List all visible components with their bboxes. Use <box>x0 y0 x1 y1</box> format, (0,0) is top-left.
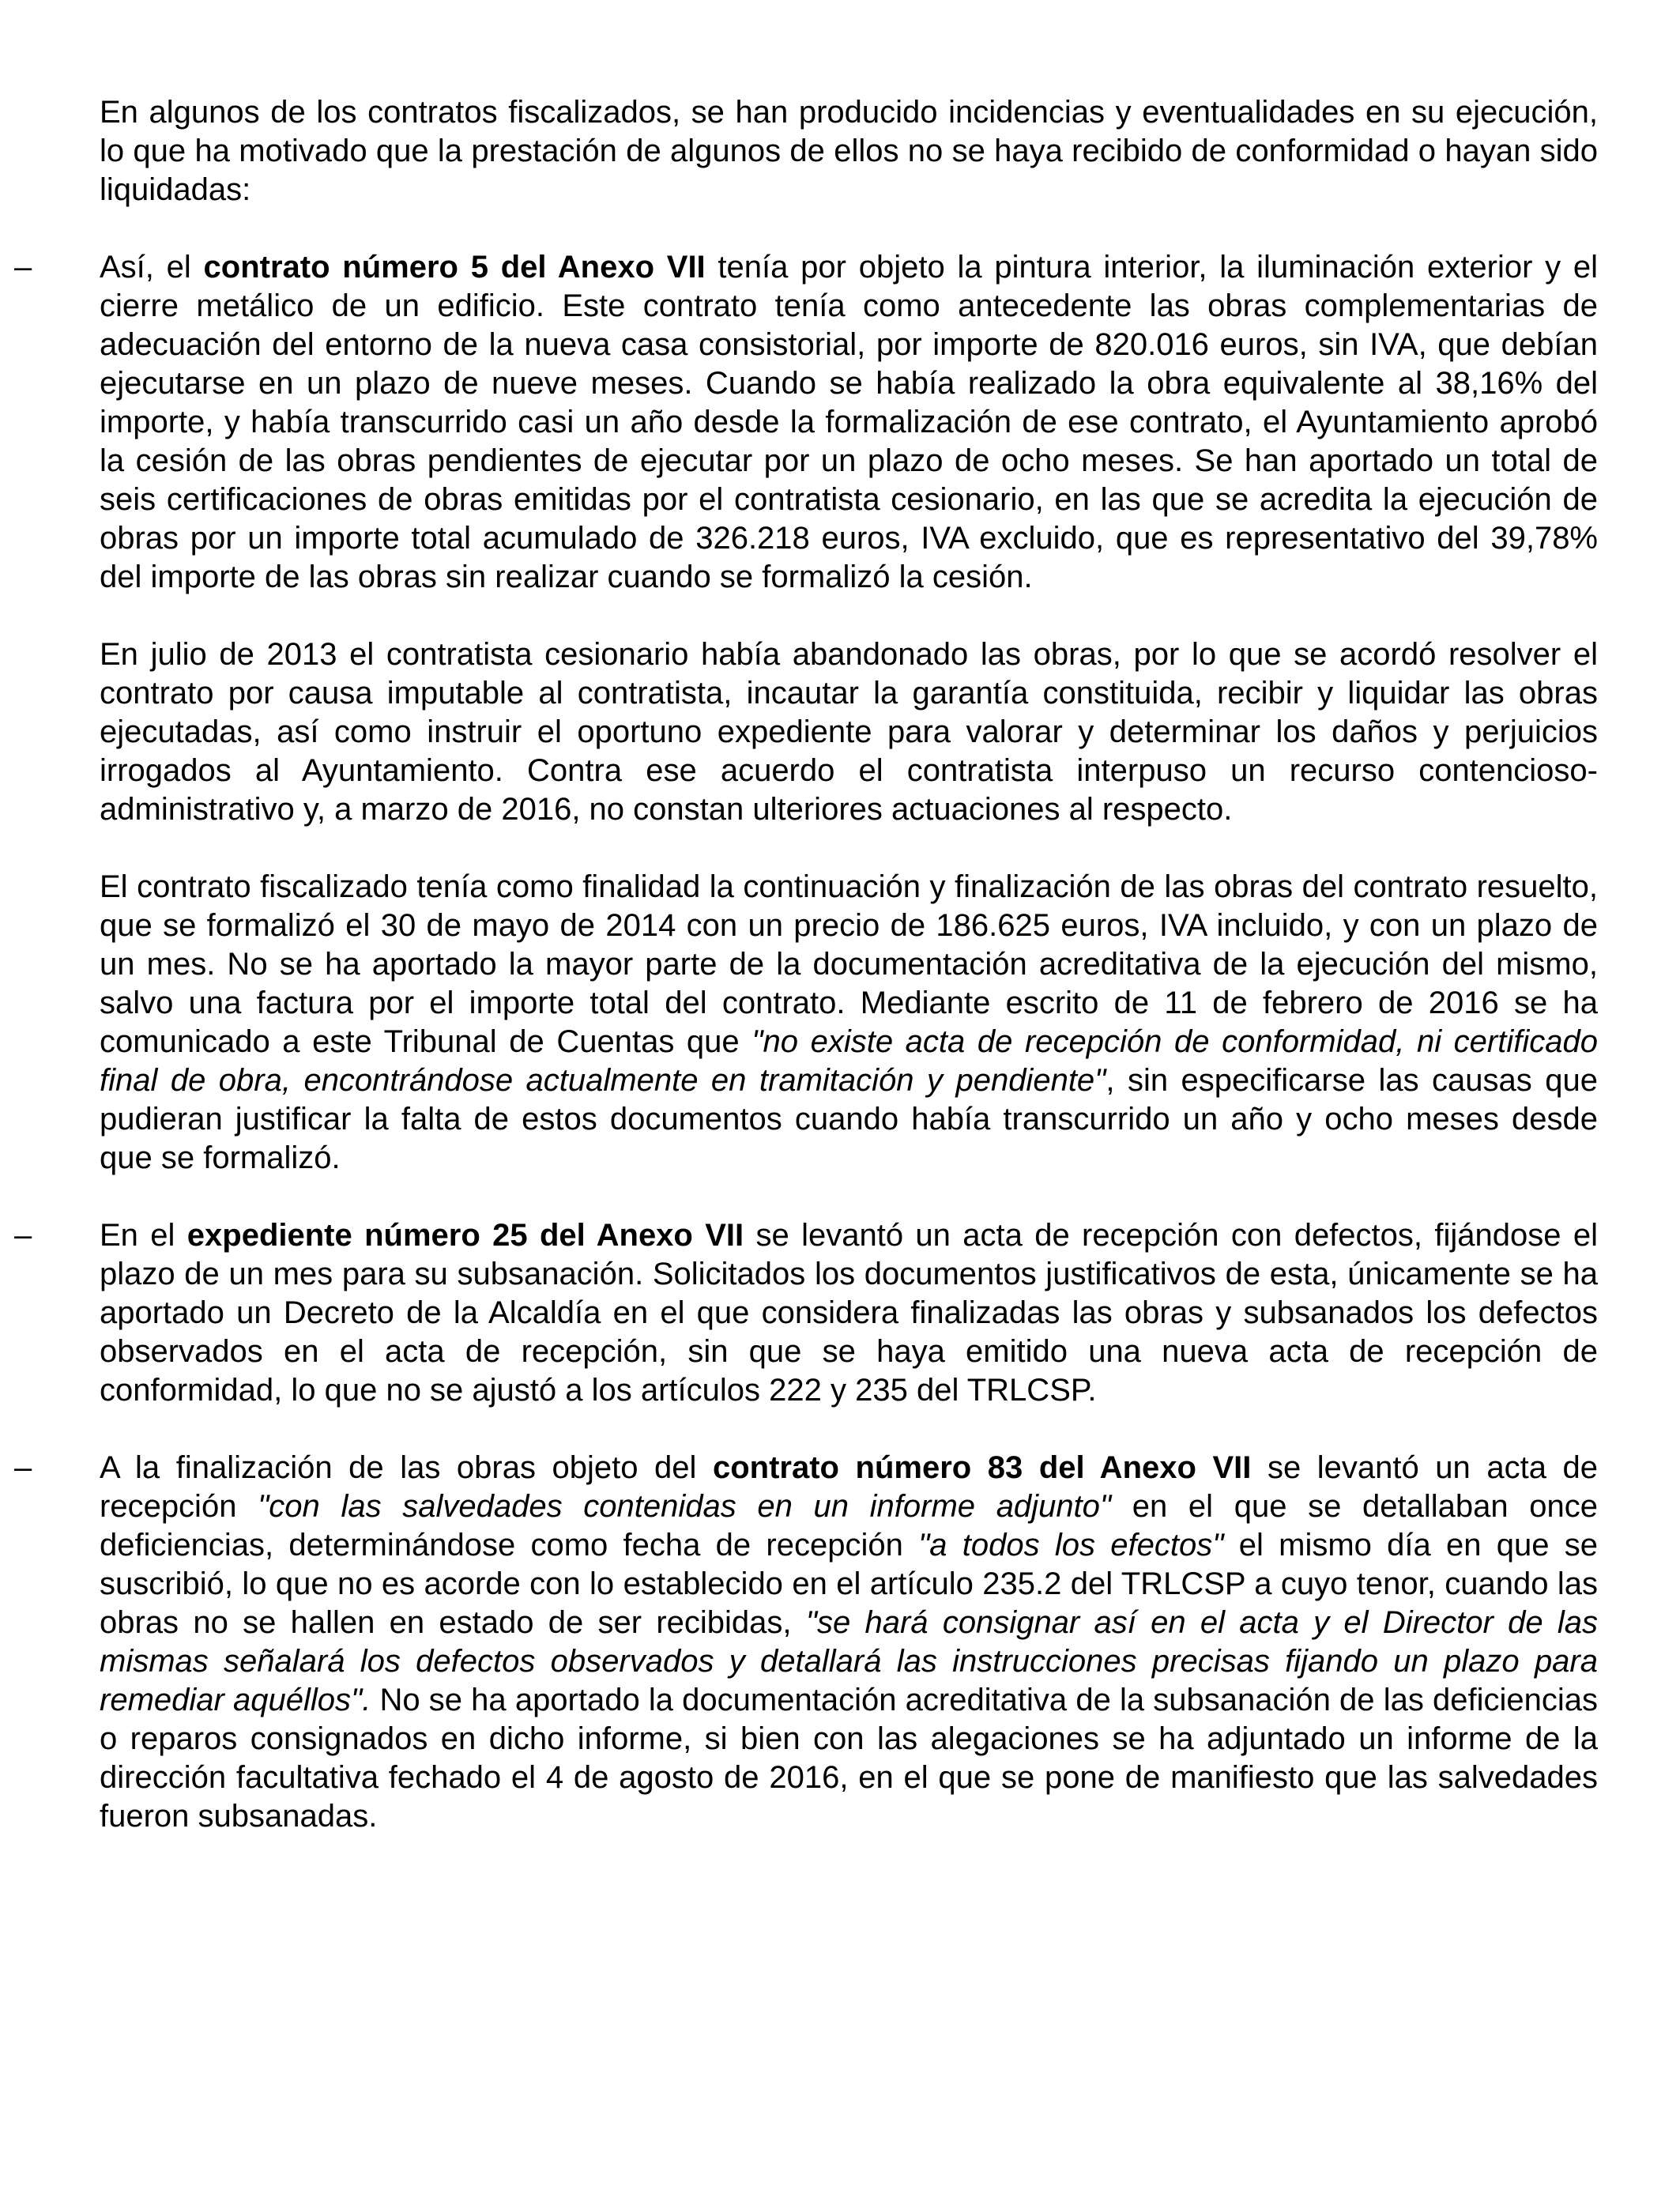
contract-5-paragraph-3: El contrato fiscalizado tenía como finalidad la continuación y finalización de las obras del contrato resuelto, que se formalizó el 30 de mayo de 2014 con un precio de 186.625 euros, IVA incluido, y con un plazo de un mes. No se ha aportado la mayor parte de la documentación acreditativa de la ejecución del mismo, salvo una factura por el importe total del contrato. Mediante escrito de 11 de febrero de 2016 se ha comunicado a este Tribunal de Cuentas que "no existe acta de recepción de conformidad, ni certificado final de obra, encontrándose actualmente en tramitación y pendiente", sin especificarse las causas que pudieran justificar la falta de estos documentos cuando había transcurrido un año y ocho meses desde que se formalizó. <box>100 869 1599 1175</box>
bullet-item-contract-83: – A la finalización de las obras objeto del contrato número 83 del Anexo VII se levantó un acta de recepción "con las salvedades contenidas en un informe adjunto" en el que se detallaban once deficiencias, determinándose como fecha de recepción "a todos los efectos" el mismo día en que se suscribió, lo que no es acorde con lo establecido en el artículo 235.2 del TRLCSP a cuyo tenor, cuando las obras no se hallen en estado de ser recibidas, "se hará consignar así en el acta y el Director de las mismas señalará los defectos observados y detallará las instrucciones precisas fijando un plazo para remediar aquéllos". No se ha aportado la documentación acreditativa de la subsanación de las deficiencias o reparos consignados en dicho informe, si bien con las alegaciones se ha adjuntado un informe de la dirección facultativa fechado el 4 de agosto de 2016, en el que se pone de manifiesto que las salvedades fueron subsanadas. <box>14 1450 1599 1834</box>
bullet-dash: – <box>14 1450 32 1485</box>
bullet-item-contract-5: – Así, el contrato número 5 del Anexo VII tenía por objeto la pintura interior, la iluminación exterior y el cierre metálico de un edificio. Este contrato tenía como antecedente las obras complementarias de adecuación del entorno de la nueva casa consistorial, por importe de 820.016 euros, sin IVA, que debían ejecutarse en un plazo de nueve meses. Cuando se había realizado la obra equivalente al 38,16% del importe, y había transcurrido casi un año desde la formalización de ese contrato, el Ayuntamiento aprobó la cesión de las obras pendientes de ejecutar por un plazo de ocho meses. Se han aportado un total de seis certificaciones de obras emitidas por el contratista cesionario, en las que se acredita la ejecución de obras por un importe total acumulado de 326.218 euros, IVA excluido, que es representativo del 39,78% del importe de las obras sin realizar cuando se formalizó la cesión. <box>14 250 1599 594</box>
bullet-item-expediente-25: – En el expediente número 25 del Anexo VII se levantó un acta de recepción con defectos, fijándose el plazo de un mes para su subsanación. Solicitados los documentos justificativos de esta, únicamente se ha aportado un Decreto de la Alcaldía en el que considera finalizadas las obras y subsanados los defectos observados en el acta de recepción, sin que se haya emitido una nueva acta de recepción de conformidad, lo que no se ajustó a los artículos 222 y 235 del TRLCSP. <box>14 1218 1598 1408</box>
quote-todos-los-efectos: "a todos los efectos" <box>918 1528 1224 1563</box>
expediente-25-reference: expediente número 25 del Anexo VII <box>186 1218 744 1253</box>
bullet-dash: – <box>14 250 32 285</box>
intro-paragraph: En algunos de los contratos fiscalizados, se han producido incidencias y eventualidades en su ejecución, lo que ha motivado que la prestación de algunos de ellos no se haya recibido de conformidad o hayan sido liquidadas: <box>100 95 1598 207</box>
quote-no-existe-acta: "no existe acta de recepción de conformidad, ni certificado final de obra, encontrándose actualmente en tramitación y pendiente" <box>100 1024 1598 1098</box>
quote-salvedades: "con las salvedades contenidas en un informe adjunto" <box>258 1489 1112 1524</box>
contract-83-reference: contrato número 83 del Anexo VII <box>712 1450 1252 1485</box>
contract-5-paragraph-2: En julio de 2013 el contratista cesionario había abandonado las obras, por lo que se acordó resolver el contrato por causa imputable al contratista, incautar la garantía constituida, recibir y liquidar las obras ejecutadas, así como instruir el oportuno expediente para valorar y determinar los daños y perjuicios irrogados al Ayuntamiento. Contra ese acuerdo el contratista interpuso un recurso contencioso-administrativo y, a marzo de 2016, no constan ulteriores actuaciones al respecto. <box>100 637 1598 827</box>
bullet-dash: – <box>14 1218 32 1253</box>
quote-articulo-235: "se hará consignar así en el acta y el Director de las mismas señalará los defectos observados y detallará las instrucciones precisas fijando un plazo para remediar aquéllos". <box>100 1605 1598 1717</box>
contract-5-reference: contrato número 5 del Anexo VII <box>203 250 706 285</box>
document-body <box>14 93 1599 1875</box>
